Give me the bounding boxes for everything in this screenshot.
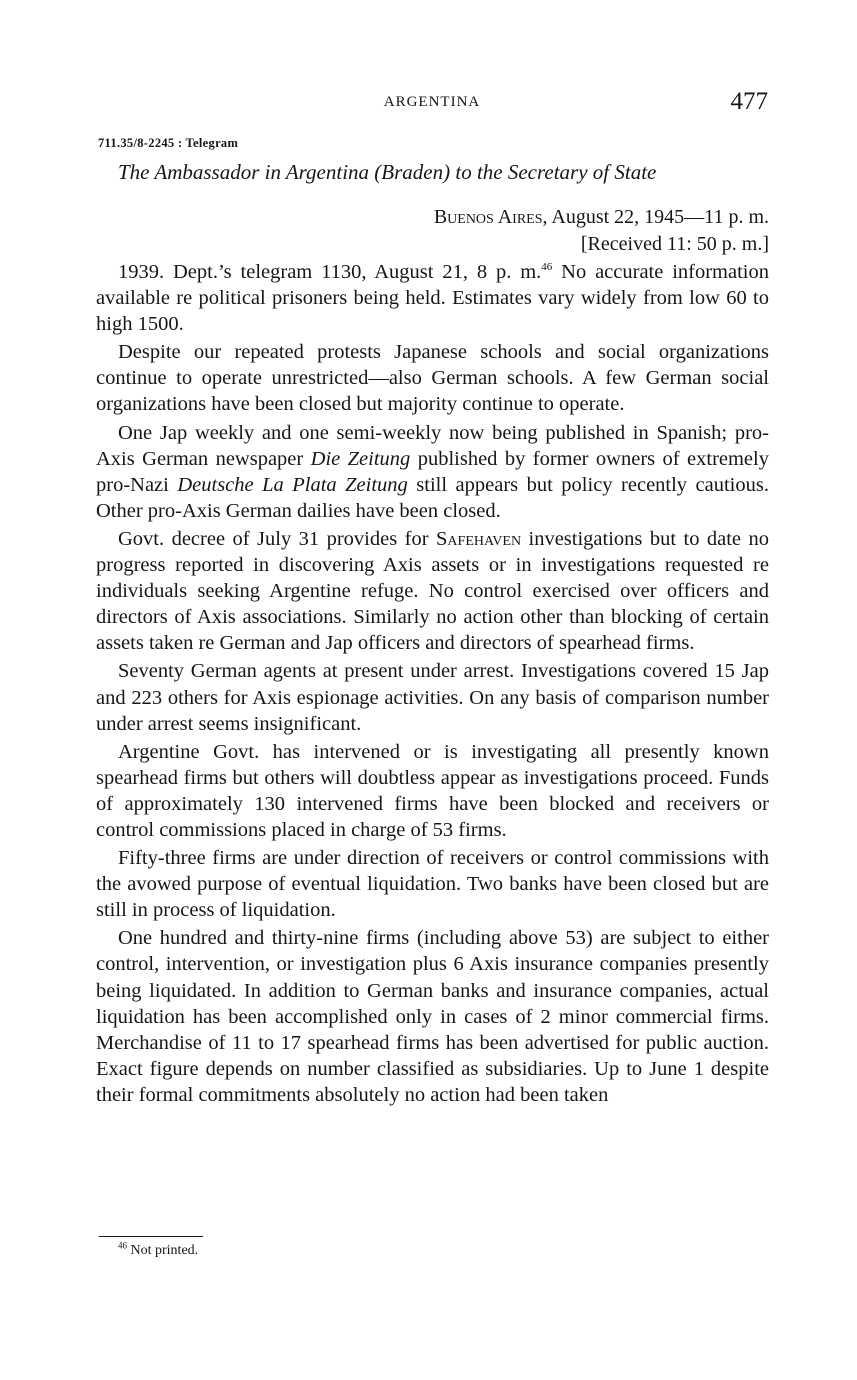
running-head-title: ARGENTINA bbox=[383, 94, 481, 110]
paragraph-text: One Jap weekly and one semi-weekly now being published in Spanish; pro-Axis German newspaper bbox=[96, 421, 769, 470]
page-number: 477 bbox=[730, 88, 768, 115]
paragraph: Argentine Govt. has intervened or is investigating all presently known spearhead firms but others will doubtless appear as investigations proceed. Funds of approximately 130 intervened firms have been blocked and receivers or control commissions placed in charge of 53 firms. bbox=[96, 740, 769, 841]
newspaper-title: Die Zeitung bbox=[310, 447, 411, 470]
dateline-place-date bbox=[434, 204, 769, 231]
paragraph-text: 1939. Dept.’s telegram 1130, August 21, 8 p. m. bbox=[118, 261, 542, 283]
paragraph: Fifty-three firms are under direction of receivers or control commissions with the avowed purpose of eventual liquidation. Two banks have been closed but are still in process of liquidation. bbox=[96, 847, 769, 922]
program-name: Safehaven bbox=[436, 527, 522, 550]
paragraph bbox=[96, 420, 769, 524]
file-reference: 711.35/8-2245 : Telegram bbox=[98, 136, 239, 150]
dateline bbox=[434, 204, 769, 258]
paragraph-text: still appears but policy recently cautious. Other pro-Axis German dailies have been closed. bbox=[96, 473, 769, 522]
telegram-body bbox=[96, 259, 769, 1110]
paragraph-text: Govt. decree of July 31 provides for bbox=[118, 527, 437, 550]
paragraph: One hundred and thirty-nine firms (including above 53) are subject to either control, intervention, or investigation plus 6 Axis insurance companies presently being liquidated. In addition to German banks and insurance companies, actual liquidation has been accomplished only in cases of 2 minor commercial firms. Merchandise of 11 to 17 spearhead firms has been advertised for public auction. Exact figure depends on number classified as subsidiaries. Up to June 1 despite their formal commitments absolutely no action had been taken bbox=[96, 927, 769, 1106]
paragraph-text: No accurate information available re political prisoners being held. Estimates vary widely from low 60 to high 1500. bbox=[96, 261, 769, 336]
dateline-date: , August 22, 1945—11 p. m. bbox=[542, 206, 769, 228]
footnote-marker: 46 bbox=[118, 1240, 127, 1251]
paragraph-text: published by former owners of extremely pro-Nazi bbox=[96, 447, 769, 496]
footnote bbox=[118, 1240, 199, 1259]
paragraph-text: investigations but to date no progress reported in discovering Axis assets or in investigations requested re individuals seeking Argentine refuge. No control exercised over officers and directors of Axis associations. Similarly no action other than blocking of certain assets taken re German and Jap officers and directors of spearhead firms. bbox=[96, 527, 769, 655]
newspaper-title: Deutsche La Plata Zeitung bbox=[177, 473, 408, 496]
dateline-received: [Received 11: 50 p. m.] bbox=[580, 233, 769, 255]
paragraph bbox=[96, 526, 769, 656]
running-head bbox=[96, 88, 768, 120]
paragraph: Despite our repeated protests Japanese schools and social organizations continue to operate unrestricted—also German schools. A few German social organizations have been closed but majority continue to operate. bbox=[96, 341, 769, 416]
paragraph bbox=[96, 259, 769, 337]
dateline-place: Buenos Aires bbox=[433, 206, 543, 228]
footnote-reference: 46 bbox=[541, 261, 553, 274]
footnote-text: Not printed. bbox=[127, 1243, 199, 1258]
paragraph: Seventy German agents at present under arrest. Investigations covered 15 Jap and 223 others for Axis espionage activities. On any basis of comparison number under arrest seems insignificant. bbox=[96, 660, 769, 735]
footnote-divider bbox=[99, 1236, 203, 1237]
document-title: The Ambassador in Argentina (Braden) to the Secretary of State bbox=[118, 160, 657, 184]
